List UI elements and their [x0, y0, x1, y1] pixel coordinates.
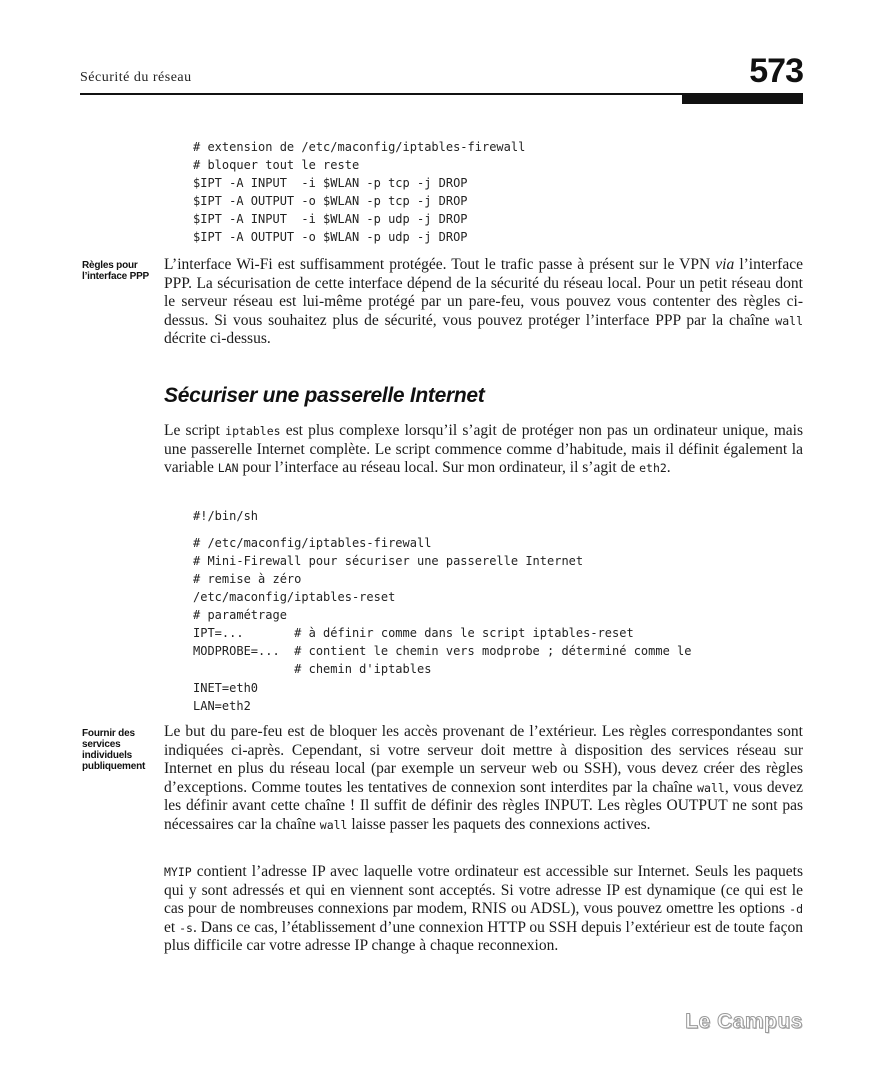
paragraph-firewall-purpose: Le but du pare-feu est de bloquer les accès provenant de l’extérieur. Les règles correspondantes sont indiquées ci-après. Cependant, si votre serveur doit mettre à disposition des services réseau sur Internet en plus du réseau local (par exemple un serveur web ou SSH), vous devez créer des règles d’exceptions. Comme toutes les tentatives de connexion sont interdites par la chaîne wall, vous devez les définir avant cette chaîne ! Il suffit de définir des règles INPUT. Les règles OUTPUT ne sont pas nécessaires car la chaîne wall laisse passer les paquets des connexions actives. [164, 723, 803, 833]
margin-note-ppp-rules: Règles pour l’interface PPP [82, 260, 150, 282]
code-block-shebang: #!/bin/sh [193, 509, 259, 523]
paragraph-myip: MYIP contient l’adresse IP avec laquelle votre ordinateur est accessible sur Internet. Seuls les paquets qui y sont adressés et qui en viennent sont acceptés. Si votre adresse IP est dynamique (ce qui est le cas pour de nombreuses connexions par modem, RNIS ou ADSL), vous pouvez omettre les options -d et -s. Dans ce cas, l’établissement d’une connexion HTTP ou SSH depuis l’extérieur est de toute façon plus difficile car votre adresse IP change à chaque reconnexion. [164, 863, 803, 954]
header-bar [682, 94, 803, 104]
code-block-firewall-header: # /etc/maconfig/iptables-firewall # Mini-Firewall pour sécuriser une passerelle Internet # remise à zéro /etc/maconfig/iptables-reset # paramétrage IPT=... # à définir comme dans le script iptables-reset MODPROBE=... # contient le chemin vers modprobe ; déterminé comme le # chemin d'iptables [193, 536, 692, 676]
publisher-logo: Le Campus [685, 1010, 803, 1033]
code-block-iptables-drop: # extension de /etc/maconfig/iptables-firewall # bloquer tout le reste $IPT -A INPUT -i $WLAN -p tcp -j DROP $IPT -A OUTPUT -o $WLAN -p tcp -j DROP $IPT -A INPUT -i $WLAN -p udp -j DROP $IPT -A OUTPUT -o $WLAN -p udp -j DROP [193, 140, 526, 244]
margin-note-public-services: Fournir des services individuels publiquement [82, 728, 146, 772]
paragraph-gateway-script: Le script iptables est plus complexe lorsqu’il s’agit de protéger non pas un ordinateur unique, mais une passerelle Internet complète. Le script commence comme d’habitude, mais il définit également la variable LAN pour l’interface au réseau local. Sur mon ordinateur, il s’agit de eth2. [164, 422, 803, 476]
page-number: 573 [749, 52, 803, 90]
running-head: Sécurité du réseau [80, 70, 192, 85]
code-block-interfaces: INET=eth0 LAN=eth2 [193, 681, 259, 713]
section-title: Sécuriser une passerelle Internet [164, 384, 485, 407]
paragraph-ppp-interface: L’interface Wi-Fi est suffisamment protégée. Tout le trafic passe à présent sur le VPN via l’interface PPP. La sécurisation de cette interface dépend de la sécurité du réseau local. Pour un petit réseau dont le serveur réseau est lui-même protégé par un pare-feu, vous pouvez vous contenter des règles ci-dessus. Si vous souhaitez plus de sécurité, vous pouvez protéger l’interface PPP par la chaîne wall décrite ci-dessus. [164, 256, 803, 347]
